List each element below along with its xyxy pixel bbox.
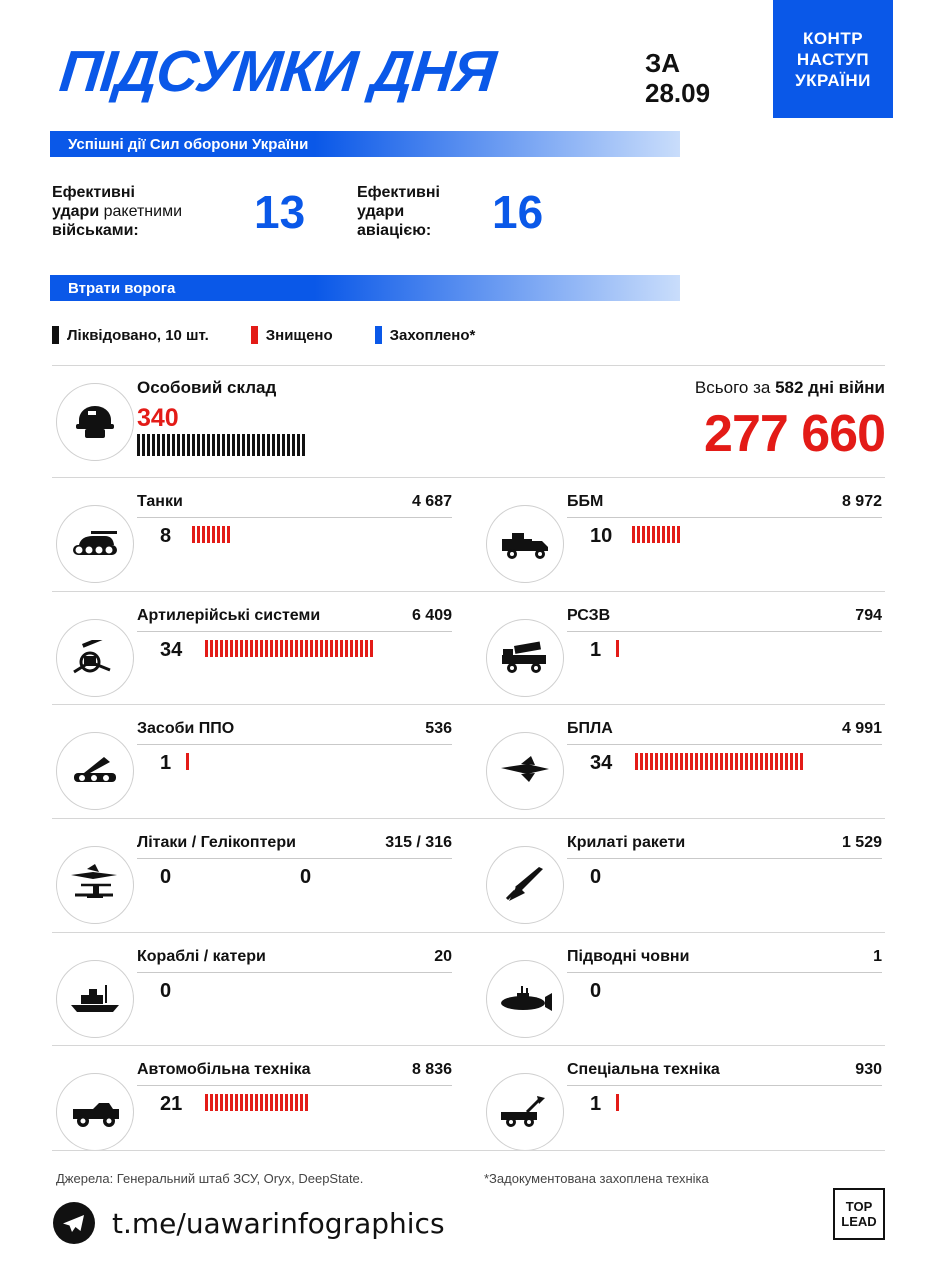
tick xyxy=(192,526,195,543)
tick xyxy=(725,753,728,770)
divider xyxy=(52,704,885,705)
tick xyxy=(800,753,803,770)
strike-aviation-block xyxy=(357,183,544,240)
tick xyxy=(705,753,708,770)
planes-delta: 0 xyxy=(160,866,172,888)
legend-swatch-blue-icon xyxy=(375,326,382,344)
tick xyxy=(650,753,653,770)
tick xyxy=(230,640,233,657)
tick xyxy=(795,753,798,770)
legend-item-liquidated xyxy=(52,326,209,344)
telegram-icon xyxy=(52,1201,96,1245)
aa-icon-wrap xyxy=(56,732,134,810)
tick xyxy=(207,434,210,456)
sources-text: Джерела: Генеральний штаб ЗСУ, Oryx, DeepState. xyxy=(56,1171,364,1186)
row-underline xyxy=(137,858,452,859)
tick xyxy=(660,753,663,770)
special-label: Спеціальна техніка xyxy=(567,1061,720,1078)
tick xyxy=(210,640,213,657)
tick xyxy=(320,640,323,657)
tick xyxy=(182,434,185,456)
uav-total: 4 991 xyxy=(841,720,882,737)
tick xyxy=(270,1094,273,1111)
tick xyxy=(632,526,635,543)
footnote-text: *Задокументована захоплена техніка xyxy=(484,1171,709,1186)
bbm-icon-wrap xyxy=(486,505,564,583)
subs-label: Підводні човни xyxy=(567,948,690,965)
artillery-label: Артилерійські системи xyxy=(137,607,321,624)
tick xyxy=(295,1094,298,1111)
bbm-tick-bar xyxy=(632,526,682,543)
tick xyxy=(255,640,258,657)
bbm-delta: 10 xyxy=(590,525,613,547)
tick xyxy=(272,434,275,456)
tick xyxy=(790,753,793,770)
planes-delta-secondary: 0 xyxy=(300,866,312,888)
strike-missile-l3: військами: xyxy=(52,222,139,239)
tick xyxy=(300,1094,303,1111)
section-losses-heading xyxy=(50,275,680,301)
date-value: 28.09 xyxy=(645,78,711,108)
tick xyxy=(637,526,640,543)
planes-total: 315 / 316 xyxy=(385,834,452,851)
missiles-delta: 0 xyxy=(590,866,602,888)
tick xyxy=(225,1094,228,1111)
tick xyxy=(745,753,748,770)
uav-icon-wrap xyxy=(486,732,564,810)
tick xyxy=(215,1094,218,1111)
tick xyxy=(210,1094,213,1111)
tanks-total: 4 687 xyxy=(411,493,452,510)
grand-total-value: 277 660 xyxy=(704,405,885,463)
tick xyxy=(652,526,655,543)
plane-icon xyxy=(67,863,123,907)
strike-missile-block xyxy=(52,183,306,240)
logo-line-2: НАСТУП xyxy=(796,49,870,69)
uav-delta: 34 xyxy=(590,752,613,774)
tick xyxy=(770,753,773,770)
divider xyxy=(52,1045,885,1046)
tick xyxy=(235,1094,238,1111)
legend-swatch-red-icon xyxy=(251,326,258,344)
tick xyxy=(335,640,338,657)
tick xyxy=(212,526,215,543)
row-underline xyxy=(137,631,452,632)
tick xyxy=(177,434,180,456)
tick xyxy=(217,434,220,456)
ships-delta: 0 xyxy=(160,980,172,1002)
planes-icon-wrap xyxy=(56,846,134,924)
row-underline xyxy=(567,517,882,518)
tick xyxy=(755,753,758,770)
bbm-total: 8 972 xyxy=(841,493,882,510)
strike-missile-value: 13 xyxy=(254,186,306,238)
tanks-tick-bar xyxy=(192,526,232,543)
row-underline xyxy=(567,858,882,859)
aa-delta: 1 xyxy=(160,752,172,774)
tick xyxy=(265,1094,268,1111)
tick xyxy=(640,753,643,770)
tick xyxy=(730,753,733,770)
tick xyxy=(616,1094,619,1111)
tick xyxy=(285,1094,288,1111)
row-underline xyxy=(567,631,882,632)
tick xyxy=(225,640,228,657)
tick xyxy=(635,753,638,770)
tick xyxy=(215,640,218,657)
tick xyxy=(162,434,165,456)
tick xyxy=(255,1094,258,1111)
tick xyxy=(655,753,658,770)
special-icon-wrap xyxy=(486,1073,564,1151)
missiles-total: 1 529 xyxy=(841,834,882,851)
bbm-label: ББМ xyxy=(567,493,604,510)
ships-icon-wrap xyxy=(56,960,134,1038)
row-underline xyxy=(567,744,882,745)
strike-aviation-label xyxy=(357,183,440,240)
special-total: 930 xyxy=(855,1061,882,1078)
strike-missile-l2b: ракетними xyxy=(103,203,183,220)
tick xyxy=(695,753,698,770)
tick xyxy=(315,640,318,657)
strike-missile-l1: Ефективні xyxy=(52,184,135,201)
tick xyxy=(305,1094,308,1111)
aa-label: Засоби ППО xyxy=(137,720,235,737)
artillery-tick-bar xyxy=(205,640,375,657)
tick xyxy=(785,753,788,770)
tick xyxy=(305,640,308,657)
tick xyxy=(275,1094,278,1111)
page-title: ПІДСУМКИ ДНЯ xyxy=(56,39,498,104)
tick xyxy=(217,526,220,543)
section-losses-label: Втрати ворога xyxy=(68,279,176,297)
tick xyxy=(220,1094,223,1111)
tanks-icon-wrap xyxy=(56,505,134,583)
tick xyxy=(685,753,688,770)
tick xyxy=(370,640,373,657)
subs-icon-wrap xyxy=(486,960,564,1038)
special-icon xyxy=(497,1094,553,1130)
tick xyxy=(240,1094,243,1111)
tick xyxy=(282,434,285,456)
tick xyxy=(675,753,678,770)
tick xyxy=(262,434,265,456)
tick xyxy=(280,640,283,657)
tick xyxy=(355,640,358,657)
tick xyxy=(260,1094,263,1111)
tick xyxy=(205,1094,208,1111)
tick xyxy=(245,640,248,657)
tick xyxy=(740,753,743,770)
tick xyxy=(270,640,273,657)
vehicles-total: 8 836 xyxy=(411,1061,452,1078)
tick xyxy=(275,640,278,657)
mlrs-total: 794 xyxy=(855,607,882,624)
personnel-name: Особовий склад xyxy=(137,378,277,397)
special-delta: 1 xyxy=(590,1093,602,1115)
tick xyxy=(287,434,290,456)
tanks-delta: 8 xyxy=(160,525,172,547)
mlrs-tick-bar xyxy=(616,640,621,657)
vehicles-icon-wrap xyxy=(56,1073,134,1151)
logo-line-3: УКРАЇНИ xyxy=(795,70,871,90)
artillery-icon-wrap xyxy=(56,619,134,697)
sub-icon xyxy=(497,984,553,1014)
ships-label: Кораблі / катери xyxy=(137,948,266,965)
tick xyxy=(157,434,160,456)
tick xyxy=(230,1094,233,1111)
tank-icon xyxy=(69,527,121,561)
tick xyxy=(642,526,645,543)
tick xyxy=(235,640,238,657)
tick xyxy=(247,434,250,456)
tick xyxy=(775,753,778,770)
truck-icon xyxy=(67,1095,123,1129)
grand-total-prefix: Всього за xyxy=(694,378,776,397)
date-prefix: ЗА xyxy=(645,48,681,78)
tick xyxy=(670,753,673,770)
tick xyxy=(147,434,150,456)
tick xyxy=(735,753,738,770)
tick xyxy=(710,753,713,770)
tick xyxy=(667,526,670,543)
missile-icon xyxy=(501,865,549,905)
tick xyxy=(672,526,675,543)
tick xyxy=(330,640,333,657)
tick xyxy=(765,753,768,770)
tick xyxy=(152,434,155,456)
tick xyxy=(232,434,235,456)
subs-total: 1 xyxy=(873,948,882,965)
tick xyxy=(220,640,223,657)
tick xyxy=(280,1094,283,1111)
tick xyxy=(302,434,305,456)
tick xyxy=(142,434,145,456)
tick xyxy=(345,640,348,657)
artillery-icon xyxy=(68,640,122,676)
tick xyxy=(290,640,293,657)
tick xyxy=(325,640,328,657)
brand-logo xyxy=(773,0,893,118)
uav-icon xyxy=(497,756,553,786)
divider xyxy=(52,818,885,819)
strike-aviation-value: 16 xyxy=(492,186,544,238)
section-successes-heading xyxy=(50,131,680,157)
aa-tick-bar xyxy=(186,753,191,770)
tick xyxy=(647,526,650,543)
legend-label-liquidated: Ліквідовано, 10 шт. xyxy=(67,326,209,344)
tick xyxy=(222,434,225,456)
toplead-line-1: TOP xyxy=(845,1199,873,1214)
missiles-label: Крилаті ракети xyxy=(567,834,686,851)
tanks-label: Танки xyxy=(137,493,183,510)
aa-total: 536 xyxy=(425,720,452,737)
artillery-total: 6 409 xyxy=(411,607,452,624)
tick xyxy=(365,640,368,657)
row-underline xyxy=(137,517,452,518)
tick xyxy=(260,640,263,657)
uav-label: БПЛА xyxy=(567,720,613,737)
tick xyxy=(250,640,253,657)
strike-missile-l2: удари xyxy=(52,203,100,220)
tick xyxy=(227,434,230,456)
tick xyxy=(300,640,303,657)
tick xyxy=(187,434,190,456)
tick xyxy=(202,434,205,456)
legend-item-destroyed xyxy=(251,326,333,344)
mlrs-delta: 1 xyxy=(590,639,602,661)
row-underline xyxy=(567,972,882,973)
tick xyxy=(360,640,363,657)
date-block xyxy=(645,48,710,108)
tick xyxy=(285,640,288,657)
row-underline xyxy=(137,744,452,745)
vehicles-delta: 21 xyxy=(160,1093,183,1115)
planes-label: Літаки / Гелікоптери xyxy=(137,834,296,851)
tick xyxy=(645,753,648,770)
legend-label-captured: Захоплено* xyxy=(389,326,476,344)
tick xyxy=(257,434,260,456)
artillery-delta: 34 xyxy=(160,639,183,661)
strike-aviation-l1: Ефективні xyxy=(357,184,440,201)
legend-label-destroyed: Знищено xyxy=(265,326,333,344)
tick xyxy=(207,526,210,543)
tick xyxy=(265,640,268,657)
tick xyxy=(665,753,668,770)
tick xyxy=(720,753,723,770)
tick xyxy=(680,753,683,770)
tick xyxy=(350,640,353,657)
tick xyxy=(760,753,763,770)
tick xyxy=(340,640,343,657)
tick xyxy=(202,526,205,543)
section-successes-label: Успішні дії Сил оборони України xyxy=(68,135,309,153)
logo-line-1: КОНТР xyxy=(802,28,864,48)
tick xyxy=(292,434,295,456)
tick xyxy=(237,434,240,456)
tick xyxy=(222,526,225,543)
grand-total-days: 582 дні війни xyxy=(775,378,885,397)
tick xyxy=(192,434,195,456)
tick xyxy=(290,1094,293,1111)
tick xyxy=(227,526,230,543)
tick xyxy=(662,526,665,543)
tick xyxy=(700,753,703,770)
tick xyxy=(310,640,313,657)
tick xyxy=(186,753,189,770)
aa-icon xyxy=(68,753,122,789)
divider xyxy=(52,932,885,933)
legend-swatch-black-icon xyxy=(52,326,59,344)
tick xyxy=(677,526,680,543)
tick xyxy=(780,753,783,770)
tick xyxy=(245,1094,248,1111)
divider xyxy=(52,477,885,478)
toplead-line-2: LEAD xyxy=(841,1214,877,1229)
strike-aviation-l2: удари xyxy=(357,203,405,220)
strike-missile-label xyxy=(52,183,182,240)
uav-tick-bar xyxy=(635,753,805,770)
telegram-handle: t.me/uawarinfographics xyxy=(112,1206,445,1240)
mlrs-icon-wrap xyxy=(486,619,564,697)
ship-icon xyxy=(67,983,123,1015)
tick xyxy=(242,434,245,456)
tick xyxy=(295,640,298,657)
tick xyxy=(205,640,208,657)
helmet-icon xyxy=(72,402,118,442)
tick xyxy=(297,434,300,456)
tick xyxy=(750,753,753,770)
legend-item-captured xyxy=(375,326,476,344)
legend xyxy=(52,326,517,344)
tick xyxy=(657,526,660,543)
grand-total-label xyxy=(695,378,885,398)
divider xyxy=(52,365,885,366)
special-tick-bar xyxy=(616,1094,621,1111)
toplead-logo xyxy=(833,1188,885,1240)
tick xyxy=(715,753,718,770)
row-underline xyxy=(137,1085,452,1086)
tick xyxy=(277,434,280,456)
tick xyxy=(167,434,170,456)
tick xyxy=(197,434,200,456)
bbm-icon xyxy=(498,527,552,561)
tick xyxy=(137,434,140,456)
vehicles-label: Автомобільна техніка xyxy=(137,1061,311,1078)
tick xyxy=(197,526,200,543)
subs-delta: 0 xyxy=(590,980,602,1002)
row-underline xyxy=(567,1085,882,1086)
tick xyxy=(252,434,255,456)
vehicles-tick-bar xyxy=(205,1094,310,1111)
mlrs-label: РСЗВ xyxy=(567,607,611,624)
tick xyxy=(616,640,619,657)
strike-aviation-l3: авіацією: xyxy=(357,222,432,239)
tick xyxy=(267,434,270,456)
footer-divider xyxy=(52,1150,885,1151)
personnel-icon-wrap xyxy=(56,383,134,461)
mlrs-icon xyxy=(498,641,552,675)
divider xyxy=(52,591,885,592)
tick xyxy=(172,434,175,456)
ships-total: 20 xyxy=(434,948,452,965)
personnel-tick-bar xyxy=(137,434,307,456)
tick xyxy=(212,434,215,456)
missiles-icon-wrap xyxy=(486,846,564,924)
telegram-link[interactable] xyxy=(52,1201,445,1245)
tick xyxy=(250,1094,253,1111)
personnel-delta: 340 xyxy=(137,404,179,432)
row-underline xyxy=(137,972,452,973)
tick xyxy=(690,753,693,770)
tick xyxy=(240,640,243,657)
